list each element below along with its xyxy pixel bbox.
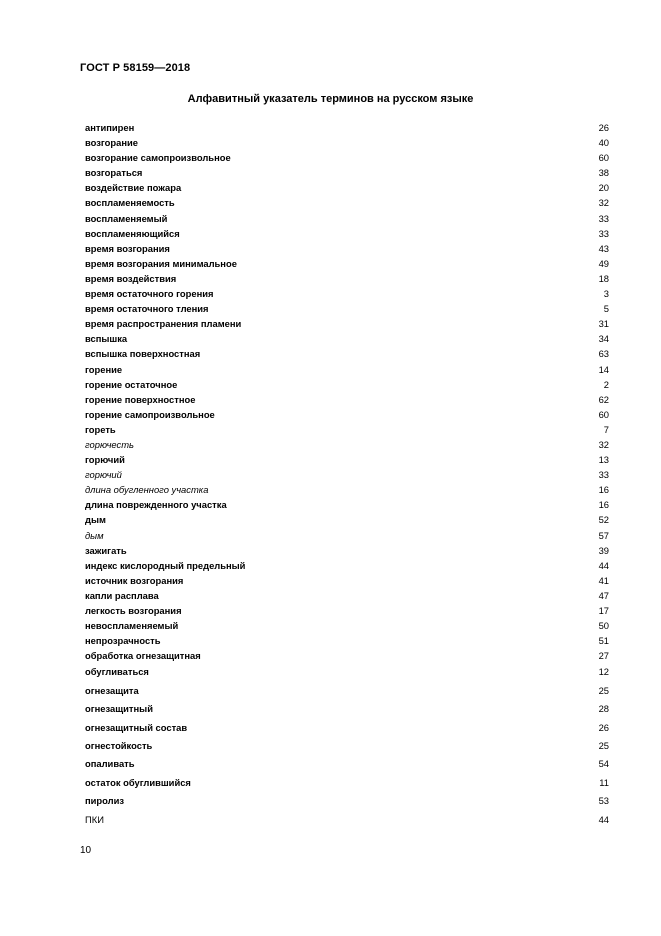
index-page-number: 39 (598, 544, 609, 556)
index-term: источник возгорания (85, 574, 184, 586)
index-page-number: 34 (598, 333, 609, 345)
index-row (85, 774, 609, 792)
index-page-number: 17 (598, 605, 609, 616)
index-row (85, 682, 609, 700)
index-term: антипирен (85, 122, 135, 133)
index-row (85, 755, 609, 773)
index-page-number: 11 (599, 776, 609, 788)
index-term: время воздействия (85, 272, 177, 284)
index-row (85, 452, 609, 467)
index-term: огнезащитный (85, 703, 153, 715)
index-term: остаток обуглившийся (85, 776, 191, 788)
index-page-number: 33 (598, 469, 609, 481)
index-row (85, 195, 609, 210)
index-term: время остаточного тления (85, 303, 209, 315)
index-row (85, 558, 609, 573)
index-page-number: 33 (598, 227, 609, 239)
index-term: возгораться (85, 167, 143, 179)
index-row (85, 286, 609, 301)
index-row (85, 362, 609, 377)
index-page-number: 31 (598, 318, 609, 330)
index-term: горение остаточное (85, 378, 178, 390)
index-term: ПКИ (85, 813, 104, 825)
index-row (85, 165, 609, 180)
index-term: непрозрачность (85, 635, 161, 647)
index-page-number: 52 (598, 514, 609, 526)
index-row (85, 120, 609, 135)
index-row (85, 150, 609, 165)
index-page-number: 3 (603, 288, 609, 300)
index-row (85, 700, 609, 718)
index-title: Алфавитный указатель терминов на русском языке (187, 93, 474, 105)
index-page-number: 28 (598, 703, 609, 715)
index-row (85, 392, 609, 407)
index-row (85, 301, 609, 316)
index-row (85, 633, 609, 648)
index-page-number: 7 (603, 423, 609, 435)
index-term: горение поверхностное (85, 393, 196, 405)
index-row (85, 256, 609, 271)
index-page-number: 27 (598, 650, 609, 662)
index-row (85, 331, 609, 346)
index-row (85, 497, 609, 512)
index-term: время возгорания (85, 242, 170, 254)
index-term: время распространения пламени (85, 318, 242, 330)
index-page-number: 12 (598, 666, 609, 678)
index-row (85, 719, 609, 737)
index-term: воспламеняющийся (85, 227, 180, 239)
index-term: горение самопроизвольное (85, 408, 215, 420)
index-row (85, 512, 609, 527)
index-row (85, 603, 609, 618)
index-page-number: 26 (598, 721, 609, 733)
index-term: дым (85, 514, 106, 526)
index-row (85, 618, 609, 633)
index-row (85, 528, 609, 543)
index-page-number: 53 (598, 795, 609, 807)
index-page-number: 57 (598, 529, 609, 541)
index-page-number: 2 (603, 378, 609, 390)
index-page-number: 62 (598, 393, 609, 405)
index-page-number: 32 (598, 197, 609, 209)
index-page-number: 44 (598, 559, 609, 571)
index-page-number: 60 (598, 152, 609, 164)
index-page-number: 47 (598, 589, 609, 601)
index-page-number: 63 (598, 348, 609, 360)
index-page-number: 20 (598, 182, 609, 194)
index-term: воспламеняемость (85, 197, 175, 209)
index-row (85, 422, 609, 437)
index-page-number: 25 (598, 739, 609, 751)
index-page-number: 60 (598, 408, 609, 420)
index-term: легкость возгорания (85, 605, 182, 616)
index-term: время остаточного горения (85, 288, 214, 300)
index-row (85, 437, 609, 452)
index-page-number: 44 (598, 813, 609, 825)
index-page-number: 43 (598, 242, 609, 254)
index-row (85, 135, 609, 150)
index-term: горение (85, 363, 123, 375)
index-row (85, 792, 609, 810)
index-term: огнезащитный состав (85, 721, 188, 733)
index-row (85, 377, 609, 392)
index-page-number: 50 (598, 620, 609, 632)
index-row (85, 271, 609, 286)
index-row (85, 811, 609, 829)
term-index (85, 120, 609, 829)
index-page-number: 25 (598, 684, 609, 696)
index-row (85, 482, 609, 497)
index-row (85, 407, 609, 422)
index-term: горючий (85, 454, 125, 466)
index-term: возгорание самопроизвольное (85, 152, 231, 164)
index-term: вспышка поверхностная (85, 348, 201, 360)
index-row (85, 226, 609, 241)
index-row (85, 573, 609, 588)
index-term: длина обугленного участка (85, 484, 209, 496)
index-row (85, 211, 609, 226)
index-term: возгорание (85, 137, 138, 149)
index-page-number: 13 (598, 454, 609, 466)
index-term: гореть (85, 423, 116, 435)
index-page-number: 18 (598, 272, 609, 284)
index-term: невоспламеняемый (85, 620, 179, 632)
index-row (85, 241, 609, 256)
index-page-number: 5 (603, 303, 609, 315)
index-page-number: 14 (598, 363, 609, 375)
index-term: длина поврежденного участка (85, 499, 227, 511)
index-row (85, 648, 609, 663)
index-row (85, 346, 609, 361)
index-page-number: 16 (598, 499, 609, 511)
index-term: горючий (85, 469, 122, 481)
index-row (85, 588, 609, 603)
index-page-number: 16 (598, 484, 609, 496)
index-row (85, 663, 609, 681)
index-term: обугливаться (85, 666, 149, 678)
index-term: время возгорания минимальное (85, 257, 237, 269)
document-id: ГОСТ Р 58159—2018 (80, 62, 191, 74)
index-page-number: 26 (598, 122, 609, 133)
index-page-number: 32 (598, 438, 609, 450)
index-term: дым (85, 529, 104, 541)
index-term: пиролиз (85, 795, 125, 807)
index-row (85, 467, 609, 482)
index-page-number: 40 (598, 137, 609, 149)
index-row (85, 737, 609, 755)
index-row (85, 180, 609, 195)
index-page-number: 38 (598, 167, 609, 179)
index-page-number: 33 (598, 212, 609, 224)
index-term: воспламеняемый (85, 212, 168, 224)
index-term: капли расплава (85, 589, 159, 601)
index-term: огнезащита (85, 684, 139, 696)
index-term: вспышка (85, 333, 128, 345)
index-page-number: 49 (598, 257, 609, 269)
index-page-number: 51 (598, 635, 609, 647)
index-row (85, 543, 609, 558)
index-term: горючесть (85, 438, 134, 450)
index-page-number: 54 (598, 758, 609, 770)
index-term: обработка огнезащитная (85, 650, 201, 662)
index-page-number: 41 (598, 574, 609, 586)
index-term: зажигать (85, 544, 127, 556)
index-term: индекс кислородный предельный (85, 559, 246, 571)
index-term: опаливать (85, 758, 135, 770)
index-row (85, 316, 609, 331)
index-term: огнестойкость (85, 739, 153, 751)
page-number: 10 (80, 845, 92, 856)
index-term: воздействие пожара (85, 182, 182, 194)
